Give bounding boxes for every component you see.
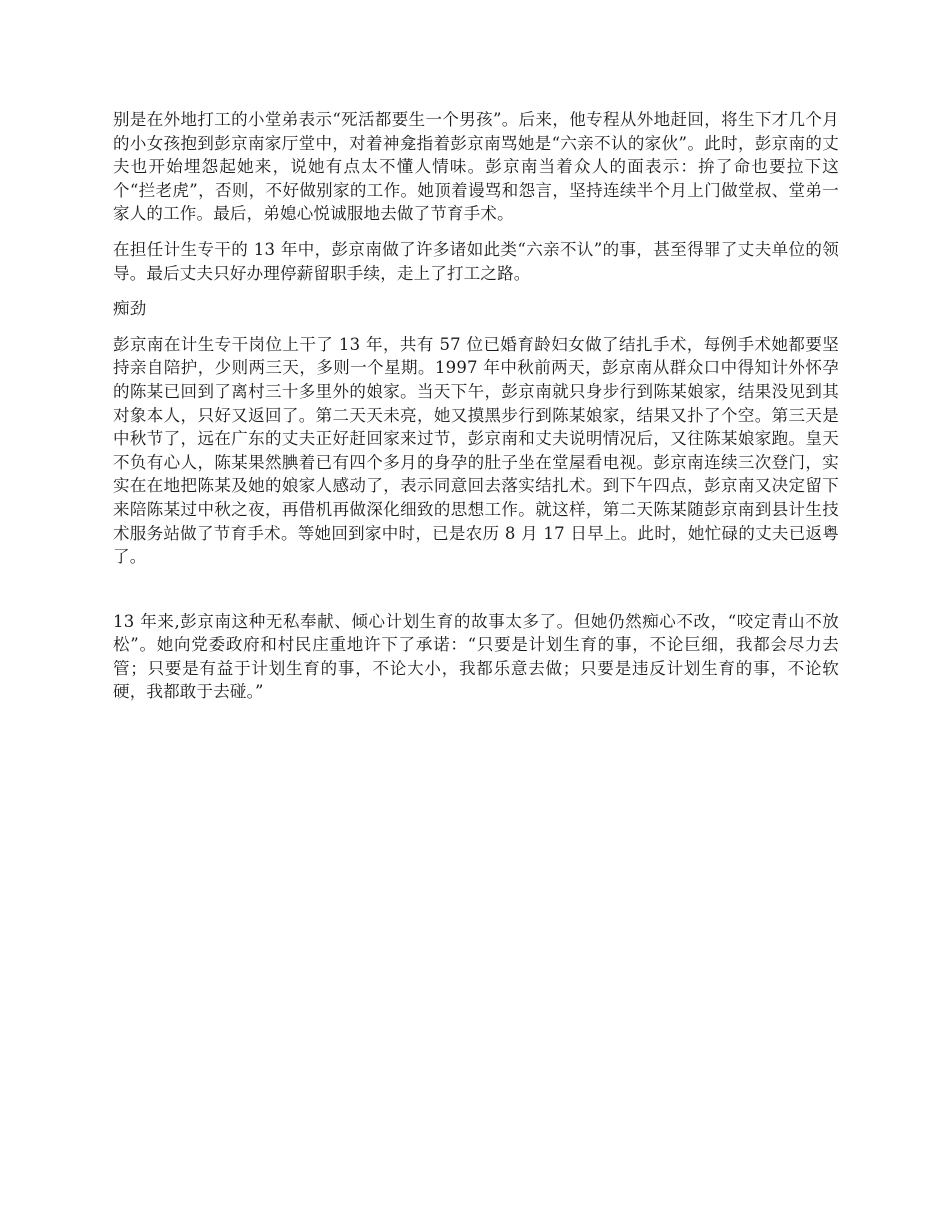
paragraph-thirteen-years: 在担任计生专干的 13 年中，彭京南做了许多诸如此类“六亲不认”的事，甚至得罪了丈夫单位的领导。最后丈夫只好办理停薪留职手续，走上了打工之路。 <box>113 239 839 283</box>
paragraph-family-conflict: 别是在外地打工的小堂弟表示“死活都要生一个男孩”。后来，他专程从外地赶回，将生下才几个月的小女孩抱到彭京南家厅堂中，对着神龛指着彭京南骂她是“六亲不认的家伙”。此时，彭京南的丈夫也开始埋怨起她来，说她有点太不懂人情味。彭京南当着众人的面表示：拚了命也要拉下这个“拦老虎”，否则，不好做别家的工作。她顶着谩骂和怨言，坚持连续半个月上门做堂叔、堂弟一家人的工作。最后，弟媳心悦诚服地去做了节育手术。 <box>113 110 839 224</box>
paragraph-mid-autumn-story: 彭京南在计生专干岗位上干了 13 年，共有 57 位已婚育龄妇女做了结扎手术，每例手术她都要坚持亲自陪护，少则两三天，多则一个星期。1997 年中秋前两天，彭京南从群众口中得知计外怀孕的陈某已回到了离村三十多里外的娘家。当天下午，彭京南就只身步行到陈某娘家，结果没见到其对象本人，只好又返回了。第二天天未亮，她又摸黑步行到陈某娘家，结果又扑了个空。第三天是中秋节了，远在广东的丈夫正好赶回家来过节，彭京南和丈夫说明情况后，又往陈某娘家跑。皇天不负有心人，陈某果然腆着已有四个多月的身孕的肚子坐在堂屋看电视。彭京南连续三次登门，实实在在地把陈某及她的娘家人感动了，表示同意回去落实结扎术。到下午四点，彭京南又决定留下来陪陈某过中秋之夜，再借机再做深化细致的思想工作。就这样，第二天陈某随彭京南到县计生技术服务站做了节育手术。等她回到家中时，已是农历 8 月 17 日早上。此时，她忙碌的丈夫已返粤了。 <box>113 334 839 567</box>
section-heading: 痴劲 <box>113 299 147 319</box>
document-body <box>113 108 839 716</box>
paragraph-spacer <box>113 581 839 610</box>
paragraph-closing-promise: 13 年来,彭京南这种无私奉献、倾心计划生育的故事太多了。但她仍然痴心不改，“咬定青山不放松”。她向党委政府和村民庄重地许下了承诺：“只要是计划生育的事，不论巨细，我都会尽力去管；只要是有益于计划生育的事，不论大小，我都乐意去做；只要是违反计划生育的事，不论软硬，我都敢于去碰。” <box>113 611 839 702</box>
